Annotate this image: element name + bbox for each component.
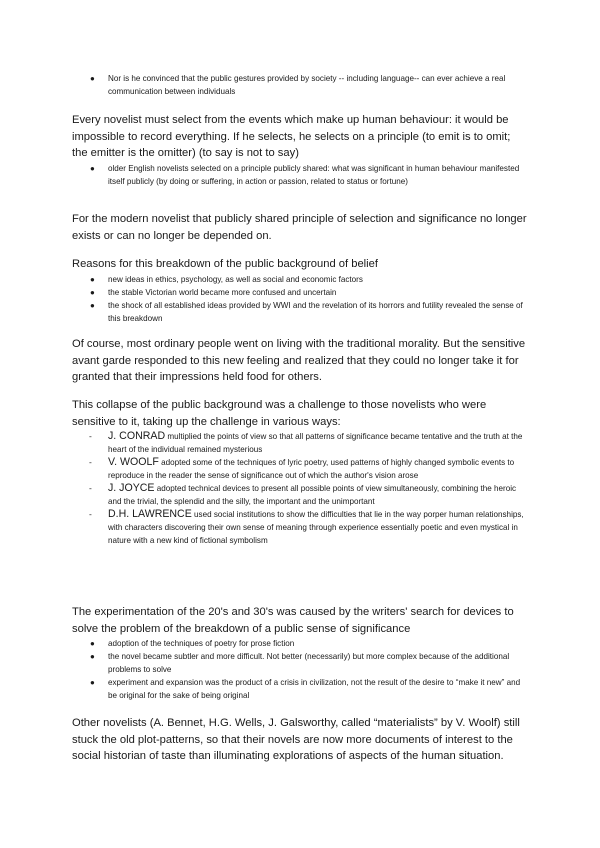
bullet-marker: ● <box>90 639 95 648</box>
list-item: ● Nor is he convinced that the public gestures provided by society -- including language-- can ever achieve a real communication between individuals <box>90 74 506 96</box>
bullet-marker: ● <box>90 274 95 284</box>
section-materialists <box>72 715 528 765</box>
list-item: - V. WOOLF adopted some of the techniques of lyric poetry, used patterns of highly changed symbolic events to reproduce in the reader the sense of significance out of which the author's vision arose <box>89 456 515 480</box>
list-item: ● the shock of all established ideas provided by WWI and the revelation of its horrors and futility revealed the sense of this breakdown <box>90 300 523 323</box>
paragraph: Every novelist must select from the events which make up human behaviour: it would be impossible to record everything. If he selects, he selects on a principle (to emit is to omit; the emitter is the omitter) (to say is not to say) <box>72 114 511 159</box>
bullet-marker: ● <box>90 74 95 83</box>
paragraph: Reasons for this breakdown of the public background of belief <box>72 258 378 270</box>
bullet-marker: ● <box>90 678 95 687</box>
bullet-list <box>72 72 528 98</box>
section-modern-novelist <box>72 211 528 244</box>
list-item: ● new ideas in ethics, psychology, as well as social and economic factors <box>90 274 363 284</box>
bullet-marker: ● <box>90 652 95 661</box>
list-item: ● older English novelists selected on a principle publicly shared: what was significant in human behaviour manifested itself publicly (by doing or suffering, in action or passion, related to status or fortune) <box>90 163 520 186</box>
bullet-marker: ● <box>90 287 95 297</box>
author-name: J. CONRAD <box>108 430 166 442</box>
bullet-list <box>72 273 528 325</box>
list-item: ● experiment and expansion was the product of a crisis in civilization, not the result of the desire to “make it new” and be original for the sake of being original <box>90 678 521 700</box>
bullet-marker: ● <box>90 163 95 173</box>
author-name: J. JOYCE <box>108 482 155 494</box>
dash-marker: - <box>89 483 92 493</box>
section-communication <box>72 72 528 98</box>
list-item: - D.H. LAWRENCE used social institutions to show the difficulties that lie in the way porper human relationships, with characters discovering their own sense of meaning through experience essentially poetic and even mystical in nature with a new kind of fictional symbolism <box>89 508 524 545</box>
paragraph: For the modern novelist that publicly shared principle of selection and significance no longer exists or can no longer be depended on. <box>72 213 527 242</box>
section-selection <box>72 112 528 188</box>
dash-marker: - <box>89 509 92 519</box>
bullet-list <box>72 162 528 188</box>
list-item: ● adoption of the techniques of poetry for prose fiction <box>90 639 295 648</box>
bullet-marker: ● <box>90 300 95 310</box>
author-name: D.H. LAWRENCE <box>108 508 192 520</box>
section-reasons <box>72 256 528 325</box>
dash-list <box>72 430 528 547</box>
section-ordinary-people <box>72 336 528 386</box>
list-item: - J. JOYCE adopted technical devices to present all possible points of view simultaneously, combining the heroic and the trivial, the splendid and the silly, the important and the unimportant <box>89 482 517 506</box>
author-name: V. WOOLF <box>108 456 159 468</box>
paragraph: Other novelists (A. Bennet, H.G. Wells, J. Galsworthy, called “materialists” by V. Woolf) still stuck the old plot-patterns, so that their novels are now more documents of interest to the social historian of taste than illuminating explorations of aspects of the human situation. <box>72 717 520 762</box>
list-item: ● the stable Victorian world became more confused and uncertain <box>90 287 337 297</box>
paragraph: This collapse of the public background was a challenge to those novelists who were sensitive to it, taking up the challenge in various ways: <box>72 399 487 428</box>
list-item: ● the novel became subtler and more difficult. Not better (necessarily) but more complex because of the additional problems to solve <box>90 652 510 674</box>
list-item: - J. CONRAD multiplied the points of view so that all patterns of significance became tentative and the truth at the heart of the individual remained mysterious <box>89 430 523 454</box>
paragraph: The experimentation of the 20's and 30's was caused by the writers' search for devices to solve the problem of the breakdown of a public sense of significance <box>72 606 514 635</box>
bullet-list <box>72 637 528 702</box>
section-collapse <box>72 397 528 547</box>
dash-marker: - <box>89 431 92 441</box>
dash-marker: - <box>89 457 92 467</box>
paragraph: Of course, most ordinary people went on living with the traditional morality. But the sensitive avant garde responded to this new feeling and realized that they could no longer take it for granted that their impressions held food for others. <box>72 338 526 383</box>
section-experimentation <box>72 604 528 702</box>
